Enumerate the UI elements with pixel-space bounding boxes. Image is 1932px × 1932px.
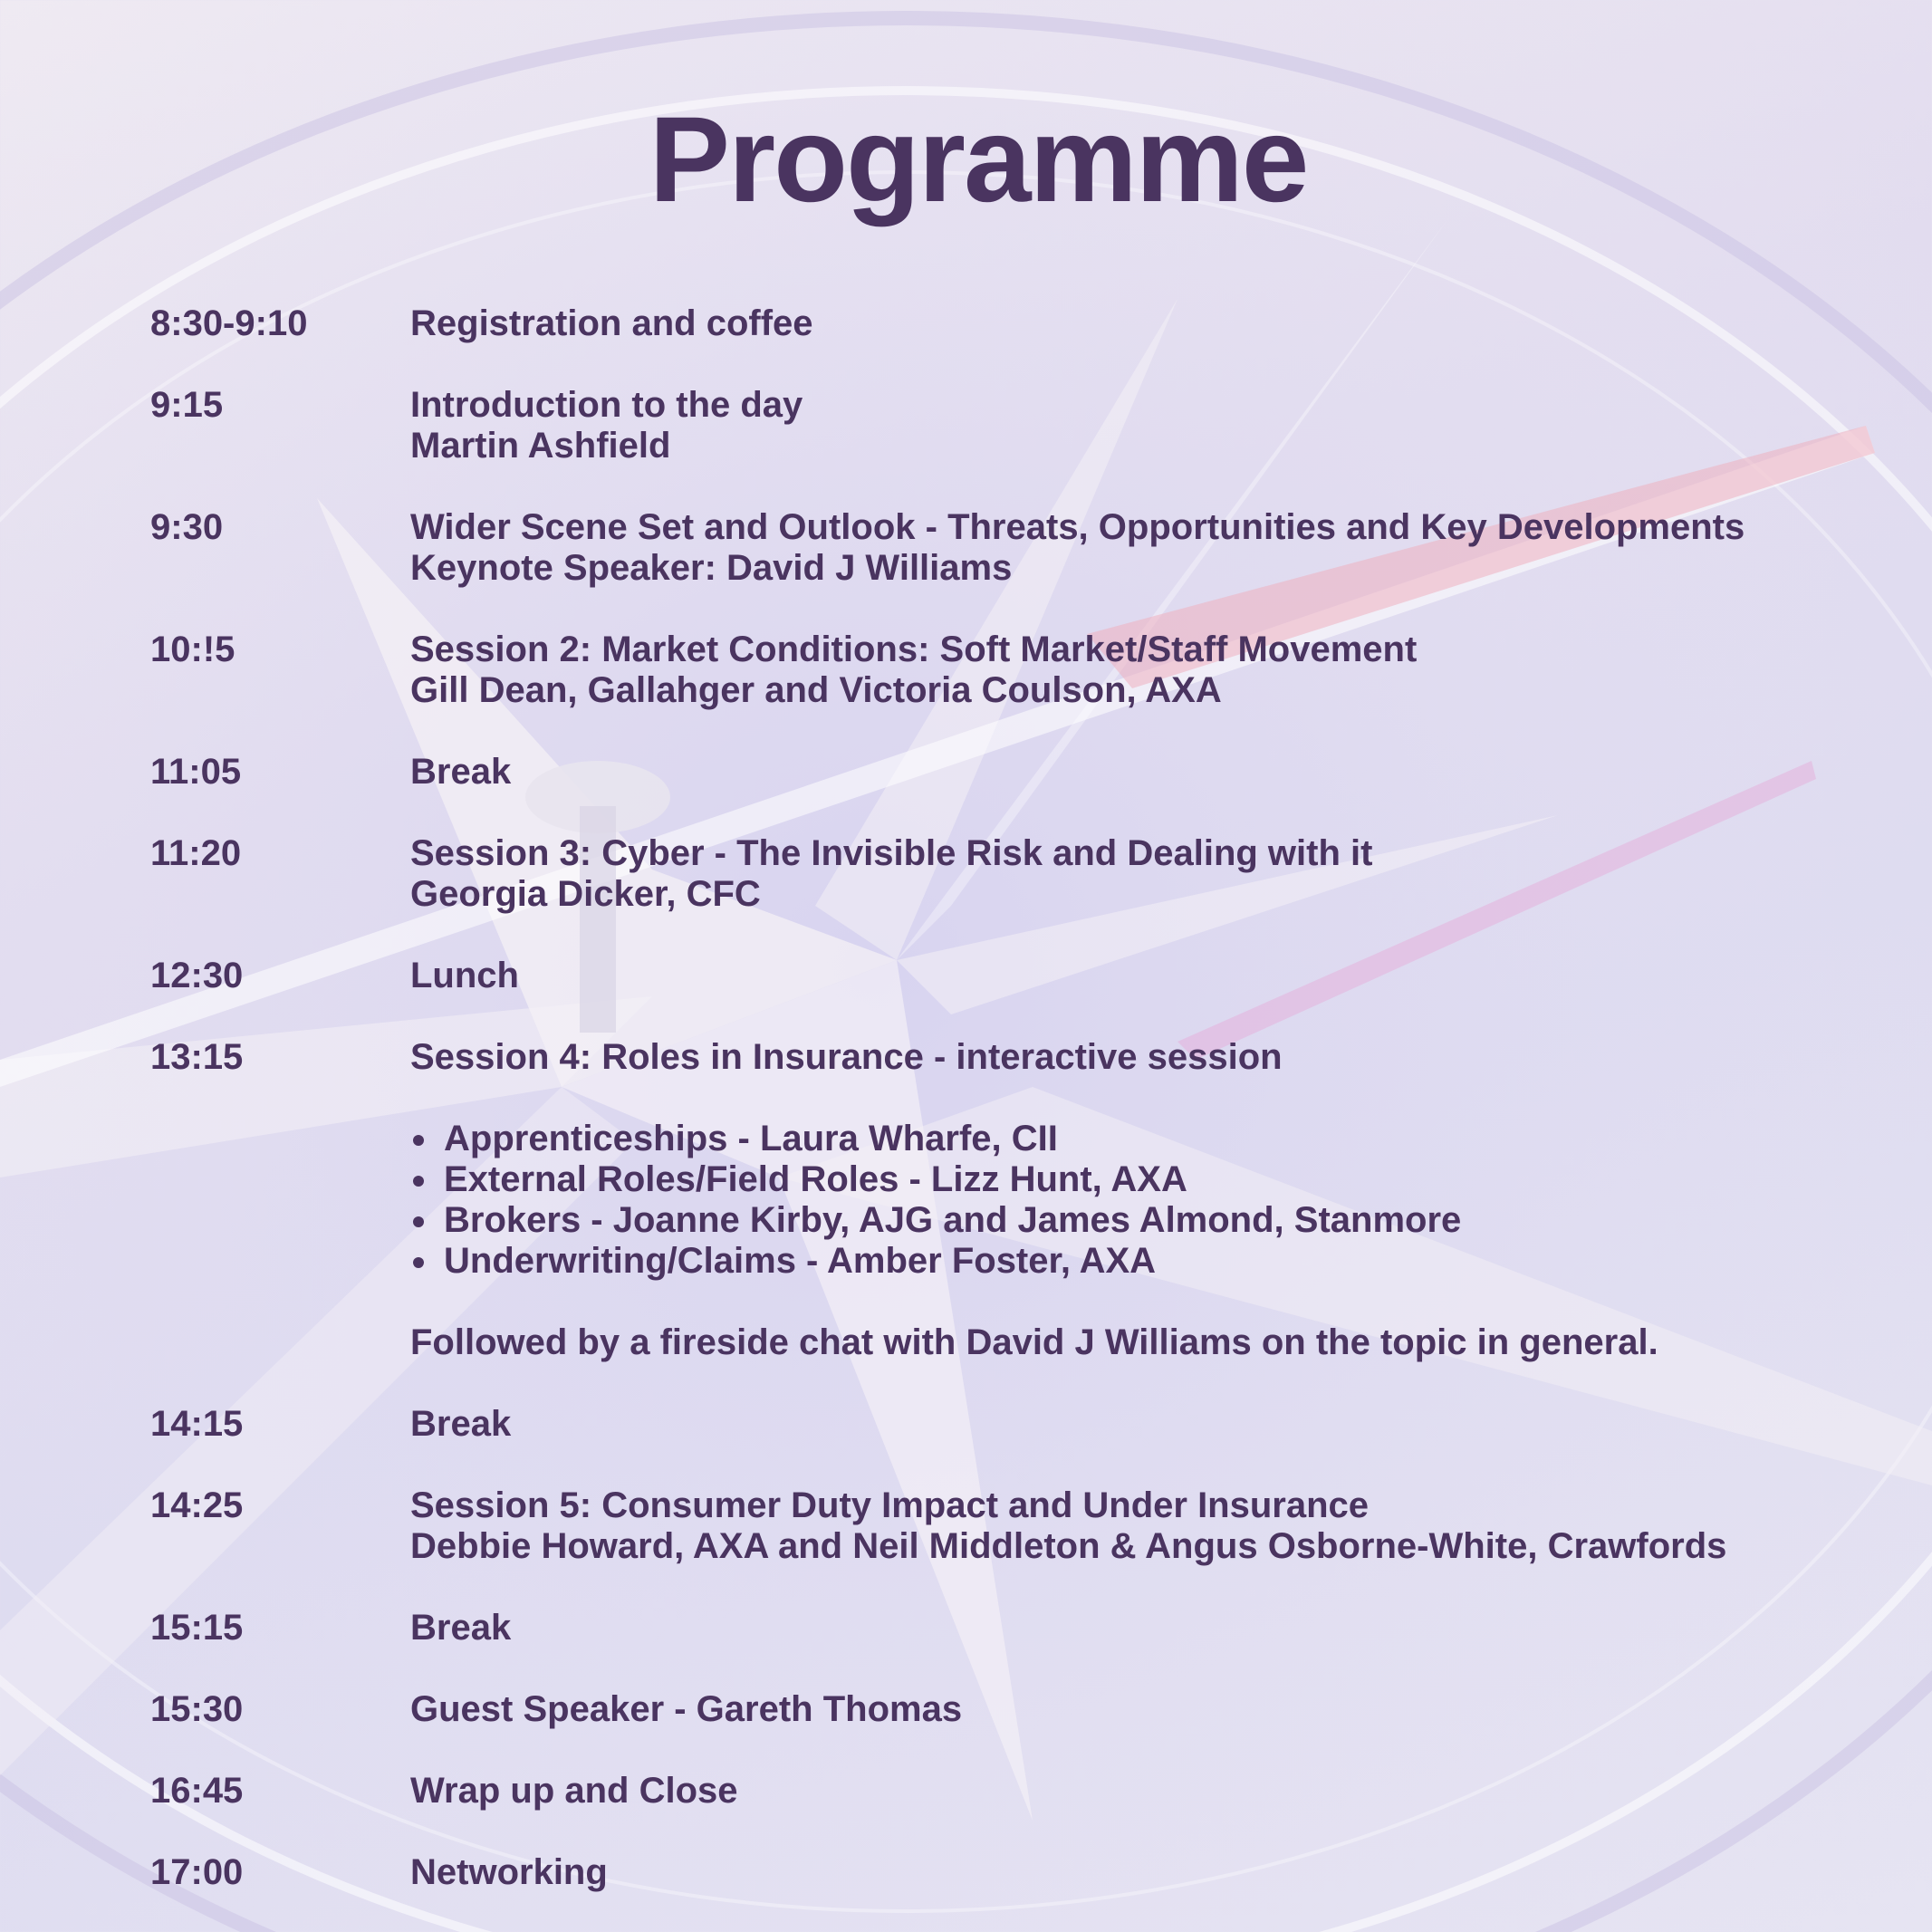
schedule-line: Guest Speaker - Gareth Thomas bbox=[410, 1689, 963, 1729]
list-item-text: Brokers - Joanne Kirby, AJG and James Almond, Stanmore bbox=[444, 1200, 1462, 1240]
schedule-line: Session 5: Consumer Duty Impact and Under Insurance bbox=[410, 1485, 1370, 1525]
schedule-time: 15:15 bbox=[150, 1608, 244, 1648]
list-item bbox=[444, 1119, 1461, 1159]
schedule-line: Debbie Howard, AXA and Neil Middleton & Angus Osborne-White, Crawfords bbox=[410, 1526, 1727, 1566]
schedule-line: Break bbox=[410, 1404, 512, 1444]
schedule-description bbox=[410, 1852, 1932, 1893]
schedule-time: 10:!5 bbox=[150, 630, 235, 669]
schedule-time: 17:00 bbox=[150, 1852, 244, 1892]
schedule-line: Wider Scene Set and Outlook - Threats, Opportunities and Key Developments bbox=[410, 507, 1745, 547]
schedule-time: 14:15 bbox=[150, 1404, 244, 1444]
list-item bbox=[444, 1159, 1461, 1200]
schedule-description bbox=[410, 833, 1932, 915]
schedule-time: 14:25 bbox=[150, 1485, 244, 1525]
schedule-line: Session 2: Market Conditions: Soft Market/Staff Movement bbox=[410, 630, 1418, 669]
schedule-line: Introduction to the day bbox=[410, 385, 803, 425]
bullet-icon bbox=[413, 1176, 424, 1187]
schedule-description bbox=[410, 1404, 1932, 1445]
bullet-icon bbox=[413, 1257, 424, 1268]
schedule-time: 16:45 bbox=[150, 1771, 244, 1811]
list-item-text: Underwriting/Claims - Amber Foster, AXA bbox=[444, 1241, 1157, 1281]
schedule-time: 11:20 bbox=[150, 833, 242, 873]
session4-followup: Followed by a fireside chat with David J Williams on the topic in general. bbox=[410, 1322, 1658, 1362]
schedule-description bbox=[410, 1771, 1932, 1812]
schedule-line: Georgia Dicker, CFC bbox=[410, 874, 761, 914]
page-title: Programme bbox=[649, 92, 1308, 227]
schedule-line: Keynote Speaker: David J Williams bbox=[410, 548, 1013, 588]
bullet-icon bbox=[413, 1216, 424, 1227]
schedule-line: Break bbox=[410, 752, 512, 792]
schedule-line: Gill Dean, Gallahger and Victoria Coulson, AXA bbox=[410, 670, 1222, 710]
schedule-time: 15:30 bbox=[150, 1689, 244, 1729]
schedule-line: Registration and coffee bbox=[410, 303, 813, 343]
schedule-line: Martin Ashfield bbox=[410, 426, 671, 466]
schedule-description bbox=[410, 630, 1932, 711]
schedule-line: Session 4: Roles in Insurance - interactive session bbox=[410, 1037, 1283, 1077]
schedule-line: Break bbox=[410, 1608, 512, 1648]
schedule-line: Session 3: Cyber - The Invisible Risk and Dealing with it bbox=[410, 833, 1373, 873]
schedule-description bbox=[410, 1689, 1932, 1730]
list-item-text: Apprenticeships - Laura Wharfe, CII bbox=[444, 1119, 1058, 1158]
schedule-time: 9:30 bbox=[150, 507, 224, 547]
bullet-icon bbox=[413, 1135, 424, 1146]
list-item bbox=[444, 1241, 1461, 1282]
schedule-line: Lunch bbox=[410, 956, 519, 995]
schedule-description bbox=[410, 1037, 1932, 1078]
schedule-line: Networking bbox=[410, 1852, 608, 1892]
session4-bullet-list bbox=[444, 1119, 1461, 1282]
list-item-text: External Roles/Field Roles - Lizz Hunt, AXA bbox=[444, 1159, 1187, 1199]
schedule-description bbox=[410, 956, 1932, 996]
schedule-description bbox=[410, 303, 1932, 344]
schedule-description bbox=[410, 752, 1932, 793]
schedule-time: 11:05 bbox=[150, 752, 242, 792]
schedule-description bbox=[410, 1485, 1932, 1567]
schedule-time: 8:30-9:10 bbox=[150, 303, 308, 343]
schedule-time: 13:15 bbox=[150, 1037, 244, 1077]
schedule-time: 12:30 bbox=[150, 956, 244, 995]
schedule-description bbox=[410, 1608, 1932, 1648]
list-item bbox=[444, 1200, 1461, 1241]
schedule-line: Wrap up and Close bbox=[410, 1771, 738, 1811]
schedule-description bbox=[410, 507, 1932, 589]
schedule-description bbox=[410, 385, 1932, 466]
schedule-time: 9:15 bbox=[150, 385, 224, 425]
